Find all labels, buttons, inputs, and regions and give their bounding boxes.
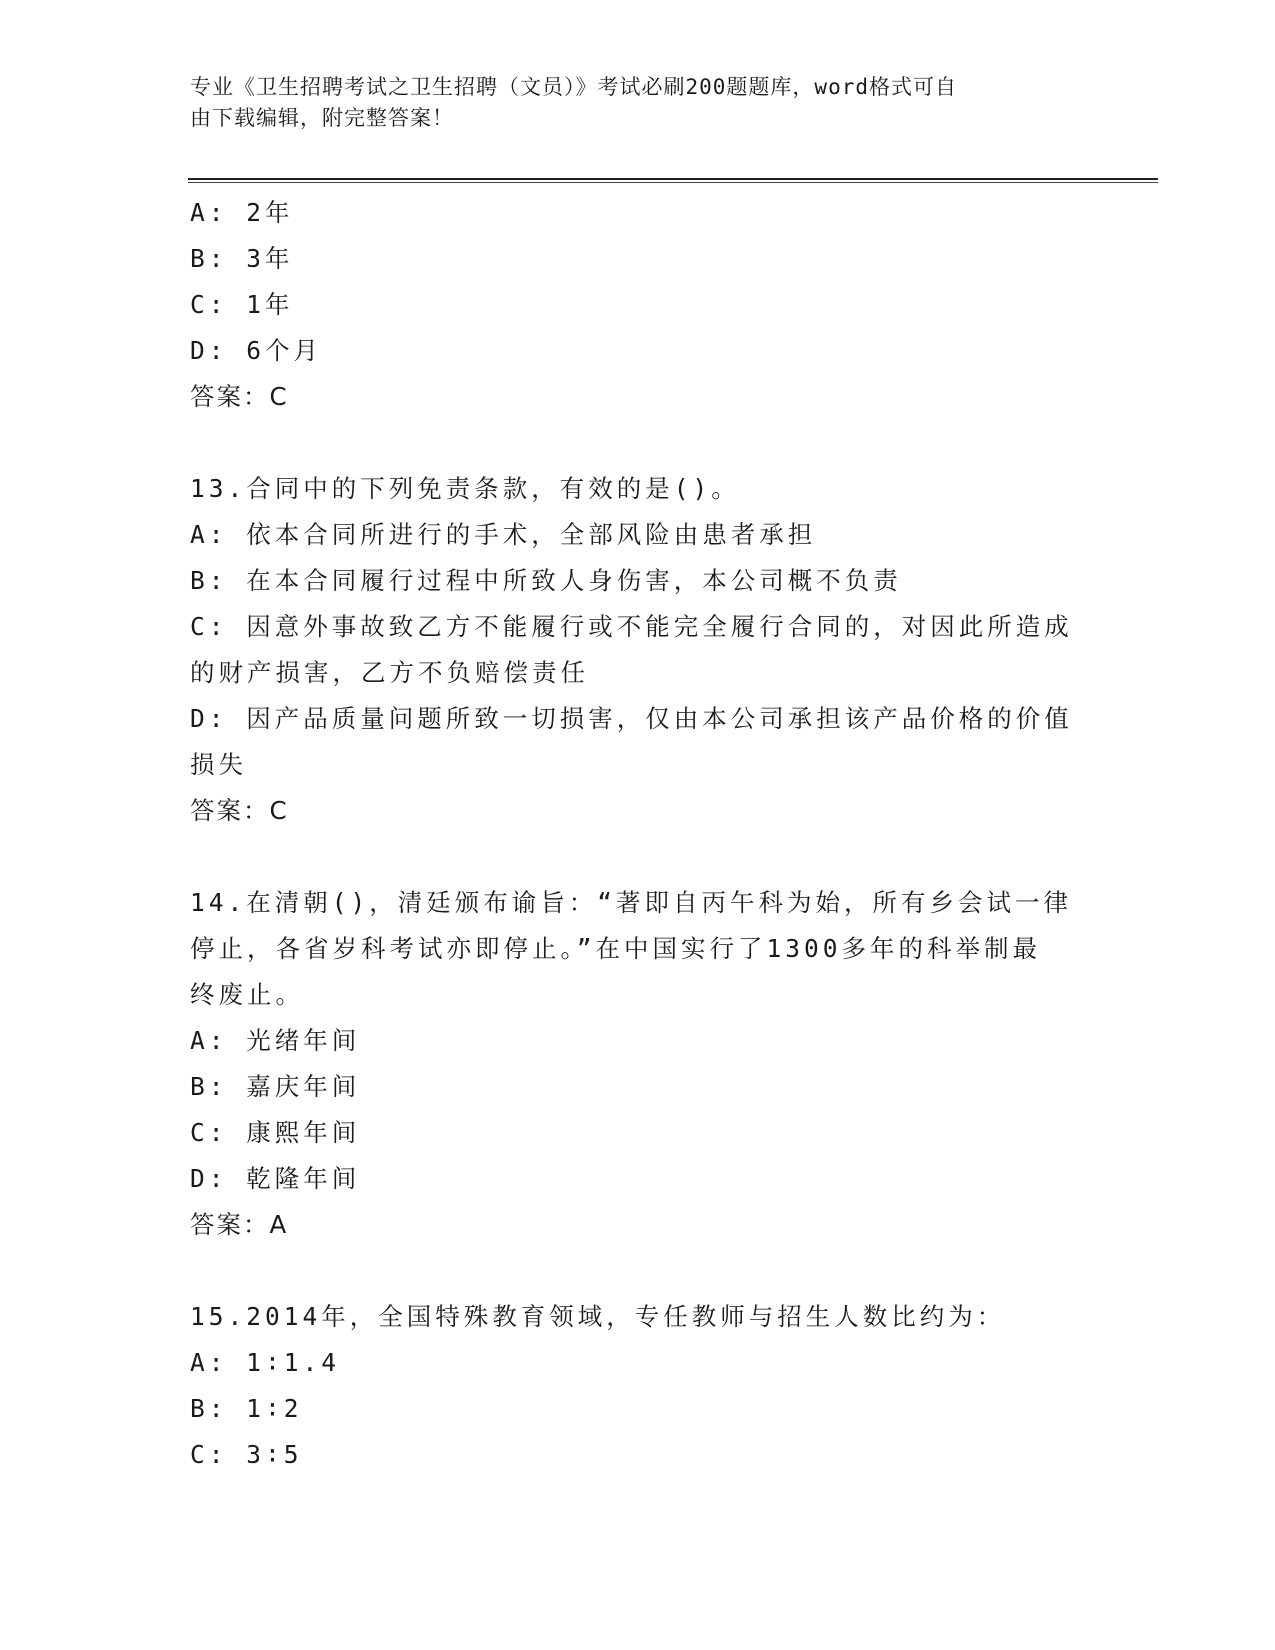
option-c: C: 1年	[190, 290, 294, 319]
document-header	[190, 72, 1090, 134]
option-b: B: 1∶2	[190, 1394, 303, 1423]
option-d: D: 因产品质量问题所致一切损害，仅由本公司承担该产品价格的价值	[190, 704, 1073, 733]
question-stem-continued: 停止，各省岁科考试亦即停止。”在中国实行了1300多年的科举制最	[190, 934, 1041, 963]
question-content	[190, 190, 1090, 1478]
header-divider-thick	[188, 178, 1158, 180]
option-a: A: 2年	[190, 198, 294, 227]
header-line-2: 由下载编辑，附完整答案！	[190, 106, 454, 130]
prev-question-block	[190, 190, 1090, 420]
answer-line: 答案：A	[190, 1210, 289, 1239]
question-stem: 13.合同中的下列免责条款，有效的是()。	[190, 474, 740, 503]
option-c: C: 因意外事故致乙方不能履行或不能完全履行合同的，对因此所造成	[190, 612, 1073, 641]
option-b: B: 在本合同履行过程中所致人身伤害，本公司概不负责	[190, 566, 902, 595]
option-c: C: 康熙年间	[190, 1118, 361, 1147]
question-14-block	[190, 880, 1090, 1248]
option-d-continued: 损失	[190, 750, 247, 779]
question-stem-continued: 终废止。	[190, 980, 304, 1009]
header-line-1: 专业《卫生招聘考试之卫生招聘（文员）》考试必刷200题题库，word格式可自	[190, 75, 957, 99]
question-13-block	[190, 466, 1090, 834]
option-b: B: 3年	[190, 244, 294, 273]
answer-line: 答案：C	[190, 382, 289, 411]
answer-line: 答案：C	[190, 796, 289, 825]
option-a: A: 1∶1.4	[190, 1348, 341, 1377]
option-c: C: 3∶5	[190, 1440, 303, 1469]
spacer	[190, 1248, 1090, 1294]
question-stem: 15.2014年，全国特殊教育领域，专任教师与招生人数比约为：	[190, 1302, 1006, 1331]
option-a: A: 依本合同所进行的手术，全部风险由患者承担	[190, 520, 817, 549]
header-divider-thin	[188, 182, 1158, 183]
question-15-block	[190, 1294, 1090, 1478]
option-b: B: 嘉庆年间	[190, 1072, 361, 1101]
option-c-continued: 的财产损害，乙方不负赔偿责任	[190, 658, 589, 687]
option-d: D: 乾隆年间	[190, 1164, 361, 1193]
question-stem: 14.在清朝()，清廷颁布谕旨：“著即自丙午科为始，所有乡会试一律	[190, 888, 1072, 917]
spacer	[190, 420, 1090, 466]
option-a: A: 光绪年间	[190, 1026, 361, 1055]
option-d: D: 6个月	[190, 336, 323, 365]
spacer	[190, 834, 1090, 880]
